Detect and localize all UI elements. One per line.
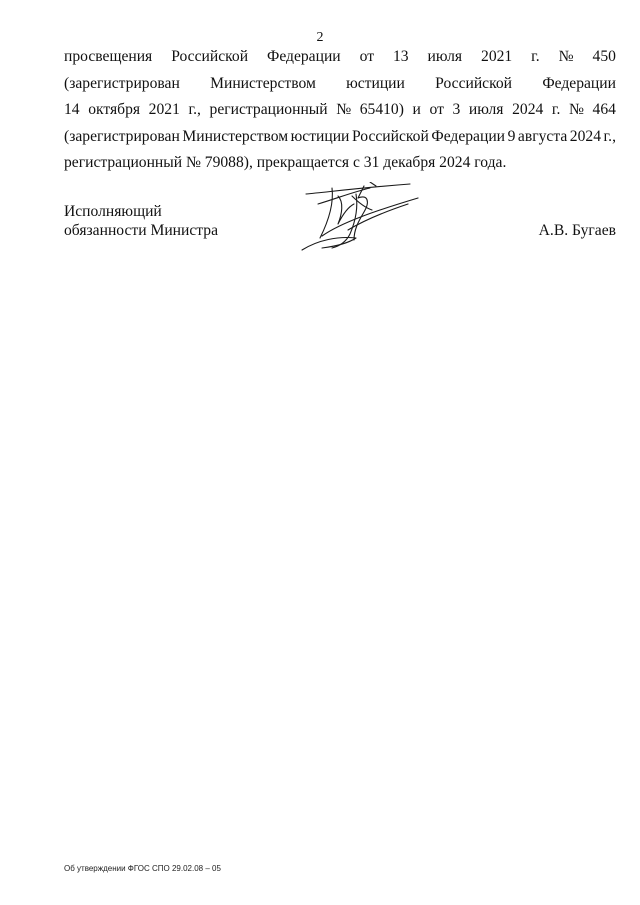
paragraph-line [64, 124, 616, 151]
word: регистрационный № 79088), прекращается с 31 декабря 2024 года. [64, 154, 507, 171]
footer-note: Об утверждении ФГОС СПО 29.02.08 – 05 [64, 864, 221, 873]
word: № [569, 101, 584, 118]
word: от [429, 101, 444, 118]
word: Федерации [431, 127, 506, 145]
word: августа [517, 127, 568, 145]
word: 2021 [148, 101, 180, 118]
word: Министерством [182, 127, 289, 145]
signer-name: А.В. Бугаев [538, 222, 616, 239]
word: регистрационный [209, 101, 328, 118]
paragraph-line [64, 44, 616, 71]
word: Федерации [267, 48, 341, 65]
signature-block [64, 202, 616, 282]
word: 2021 [481, 48, 513, 65]
word: г., [188, 101, 201, 118]
word: Российской [435, 74, 513, 92]
word: июля [427, 48, 463, 65]
paragraph-line [64, 71, 616, 98]
signer-title-line-2: обязанности Министра [64, 222, 218, 239]
word: Федерации [542, 74, 616, 92]
word: 14 [64, 101, 80, 118]
word: г. [531, 48, 540, 65]
signer-title [64, 202, 218, 240]
word: июля [468, 101, 504, 118]
word: 2024 [569, 127, 601, 145]
word: от [359, 48, 375, 65]
word: (зарегистрирован [64, 74, 180, 92]
word: юстиции [346, 74, 405, 92]
word: 65410) [359, 101, 404, 118]
word: 13 [392, 48, 409, 65]
word: просвещения [64, 48, 153, 65]
word: юстиции [290, 127, 350, 145]
page-number: 2 [316, 30, 324, 45]
paragraph-line-last [64, 150, 616, 177]
word: № [336, 101, 352, 118]
word: 3 [452, 101, 461, 118]
word: 9 [507, 127, 516, 145]
word: 464 [592, 101, 616, 118]
paragraph-line [64, 97, 616, 124]
word: Российской [351, 127, 429, 145]
word: № [558, 48, 574, 65]
word: (зарегистрирован [64, 127, 180, 145]
word: 2024 [512, 101, 544, 118]
word: г. [551, 101, 561, 118]
handwritten-signature [298, 182, 438, 254]
word: 450 [592, 48, 616, 65]
word: октября [88, 101, 141, 118]
document-paragraph [64, 44, 616, 177]
word: г., [603, 127, 616, 145]
word: Министерством [210, 74, 316, 92]
signer-title-line-1: Исполняющий [64, 203, 162, 220]
word: и [412, 101, 421, 118]
word: Российской [171, 48, 249, 65]
